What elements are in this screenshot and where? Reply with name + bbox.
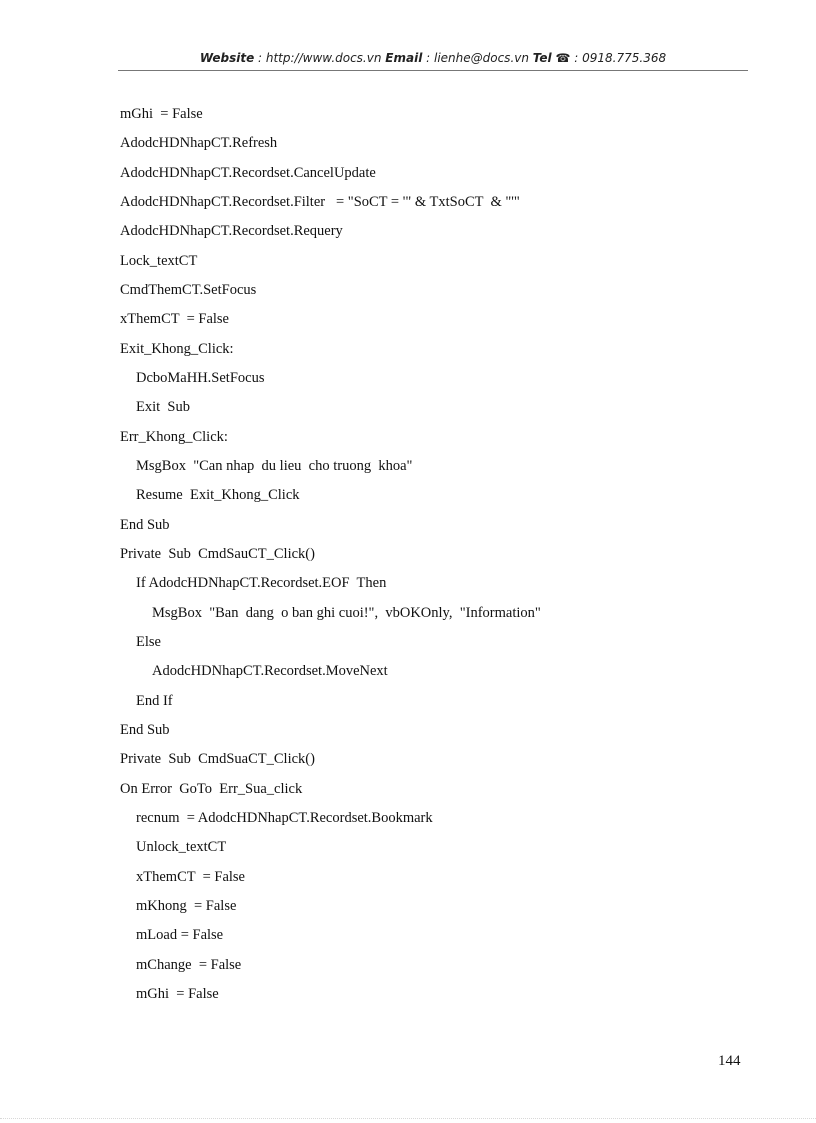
code-line: mGhi = False: [136, 985, 219, 1002]
code-line: Private Sub CmdSauCT_Click(): [120, 545, 315, 562]
email-value: : lienhe@docs.vn: [422, 51, 533, 65]
code-line: End If: [136, 692, 173, 709]
page-number: 144: [718, 1053, 741, 1069]
website-value: : http://www.docs.vn: [254, 51, 386, 65]
tel-value: : 0918.775.368: [570, 51, 667, 65]
page-header: [118, 51, 748, 69]
code-line: CmdThemCT.SetFocus: [120, 281, 257, 298]
code-line: mLoad = False: [136, 927, 224, 944]
code-line: Private Sub CmdSuaCT_Click(): [120, 751, 315, 768]
code-line: End Sub: [120, 721, 170, 738]
code-line: Lock_textCT: [120, 252, 198, 269]
code-line: AdodcHDNhapCT.Recordset.CancelUpdate: [120, 164, 376, 181]
code-line: xThemCT = False: [120, 311, 229, 328]
code-line: Else: [136, 633, 161, 650]
code-line: mGhi = False: [120, 106, 203, 122]
code-line: End Sub: [120, 516, 170, 533]
code-line: AdodcHDNhapCT.Recordset.Requery: [120, 223, 343, 240]
tel-label: Tel: [532, 51, 552, 65]
header-divider: [118, 70, 748, 71]
code-line: Exit Sub: [136, 399, 190, 416]
code-line: recnum = AdodcHDNhapCT.Recordset.Bookmark: [136, 809, 433, 826]
page-bottom-edge: [0, 1118, 816, 1119]
email-label: Email: [385, 51, 423, 65]
code-line: MsgBox "Ban dang o ban ghi cuoi!", vbOKOnly, "Information": [152, 604, 541, 621]
code-line: Exit_Khong_Click:: [120, 340, 234, 357]
website-label: Website: [199, 51, 255, 65]
code-line: mChange = False: [136, 956, 242, 973]
code-line: Unlock_textCT: [136, 839, 227, 856]
code-line: xThemCT = False: [136, 868, 245, 885]
code-line: mKhong = False: [136, 897, 237, 914]
code-listing: [120, 103, 750, 1012]
code-line: If AdodcHDNhapCT.Recordset.EOF Then: [136, 575, 387, 592]
code-line: MsgBox "Can nhap du lieu cho truong khoa": [136, 457, 413, 474]
telephone-icon: ☎: [555, 51, 571, 65]
code-line: On Error GoTo Err_Sua_click: [120, 780, 303, 797]
code-line: DcboMaHH.SetFocus: [136, 369, 265, 386]
code-line: AdodcHDNhapCT.Recordset.Filter = "SoCT = '" & TxtSoCT & "'": [120, 193, 520, 210]
code-line: AdodcHDNhapCT.Refresh: [120, 135, 278, 152]
code-line: Resume Exit_Khong_Click: [136, 487, 300, 504]
code-line: Err_Khong_Click:: [120, 428, 228, 445]
code-line: AdodcHDNhapCT.Recordset.MoveNext: [152, 663, 388, 680]
